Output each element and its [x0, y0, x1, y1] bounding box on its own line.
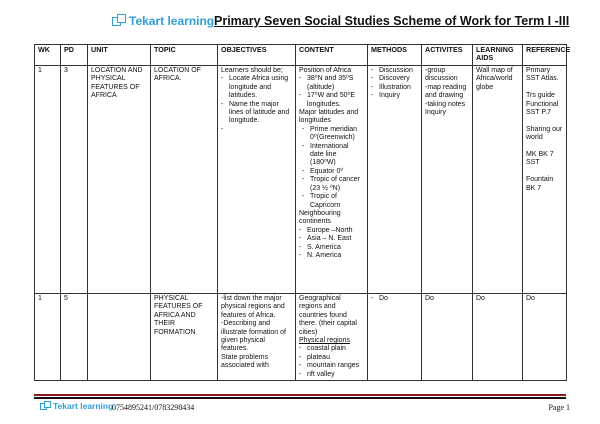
col-methods: METHODS — [368, 45, 422, 66]
list-item: - Name the major lines of latitude and longitude. — [221, 101, 292, 126]
table-row — [35, 66, 567, 294]
cell-topic: LOCATION OF AFRICA. — [151, 66, 218, 294]
list-item: - N. America — [299, 252, 364, 260]
cell-objectives — [218, 294, 296, 381]
cell-unit — [88, 294, 151, 381]
list-item: - Discussion — [371, 67, 418, 75]
cell-learning-aids: Wall map of Africa/world globe — [473, 66, 523, 294]
cell-learning-aids: Do — [473, 294, 523, 381]
list-item: - Discovery — [371, 75, 418, 83]
list-item: - Tropic of Capricorn — [299, 193, 364, 210]
activities-text: -group discussion -map reading and drawing -taking notes Inquiry — [425, 67, 467, 117]
col-unit: UNIT — [88, 45, 151, 66]
header-row — [35, 45, 567, 66]
document-title: Primary Seven Social Studies Scheme of Work for Term I -III — [214, 14, 570, 28]
footer-logo — [40, 401, 113, 411]
methods-list — [371, 295, 418, 303]
header-brand: Tekart learning — [129, 14, 215, 28]
list-item: - mountain ranges — [299, 362, 364, 370]
cell-topic: PHYSICAL FEATURES OF AFRICA AND THEIR FORMATION — [151, 294, 218, 381]
objectives-list — [221, 75, 292, 125]
cell-reference: Do — [523, 294, 567, 381]
cell-content — [296, 294, 368, 381]
list-item: - Europe –North — [299, 227, 364, 235]
list-item: - Asia – N. East — [299, 235, 364, 243]
content-intro: Geographical regions and countries found there. (their capital cities) — [299, 295, 357, 336]
cell-wk: 1 — [35, 294, 61, 381]
list-item: Primary SST Atlas. — [526, 67, 559, 83]
cell-objectives — [218, 66, 296, 294]
content-subheading: Major latitudes and longitudes — [299, 109, 359, 125]
col-activities: ACTIVITES — [422, 45, 473, 66]
list-item: - Illustration — [371, 84, 418, 92]
col-pd: PD — [61, 45, 88, 66]
list-item: - rift valley — [299, 371, 364, 379]
cell-activities: Do — [422, 294, 473, 381]
col-topic: TOPIC — [151, 45, 218, 66]
list-item: - coastal plain — [299, 345, 364, 353]
cell-methods — [368, 294, 422, 381]
cell-unit: LOCATION AND PHYSICAL FEATURES OF AFRICA — [88, 66, 151, 294]
reference-list — [526, 67, 563, 193]
col-wk: WK — [35, 45, 61, 66]
list-item: - S. America — [299, 244, 364, 252]
list-item: - 38⁰N and 35⁰S (altitude) — [299, 75, 364, 92]
header-logo — [112, 14, 214, 28]
neighbours-label: Neighbouring continents — [299, 209, 341, 226]
scheme-table — [34, 44, 571, 381]
col-learning-aids: LEARNING AIDS — [473, 45, 523, 66]
list-item: - Locate Africa using longitude and latitudes. — [221, 75, 292, 100]
col-reference: REFERENCE — [523, 45, 567, 66]
list-item: - 17⁰W and 50⁰E longitudes. — [299, 92, 364, 109]
list-item: - Equator 0⁰ — [299, 168, 364, 176]
content-position-list — [299, 75, 364, 109]
neighbours-list — [299, 227, 364, 261]
page-number: Page 1 — [548, 403, 570, 412]
list-item: MK BK 7 SST — [526, 151, 554, 167]
list-item: - Do — [371, 295, 418, 303]
col-objectives: OBJECTIVES — [218, 45, 296, 66]
list-item: - International date line (180⁰W) — [299, 143, 364, 168]
list-item: - Prime meridian 0⁰(Greenwich) — [299, 126, 364, 143]
cell-content — [296, 66, 368, 294]
table-row — [35, 294, 567, 381]
cell-methods — [368, 66, 422, 294]
cell-reference — [523, 66, 567, 294]
list-item: Fountain BK 7 — [526, 176, 554, 192]
list-item: - Tropic of cancer (23 ½ ⁰N) — [299, 176, 364, 193]
cell-pd: 5 — [61, 294, 88, 381]
list-item: - plateau — [299, 354, 364, 362]
footer-rule-black — [34, 397, 566, 399]
methods-list — [371, 67, 418, 101]
cell-activities — [422, 66, 473, 294]
logo-squares-icon — [40, 401, 50, 411]
cell-pd: 3 — [61, 66, 88, 294]
list-item: Sharing our world — [526, 125, 563, 142]
cell-wk: 1 — [35, 66, 61, 294]
col-content: CONTENT — [296, 45, 368, 66]
list-item: Trs guide Functional SST P.7 — [526, 92, 559, 117]
physical-regions-label: Physical regions — [299, 337, 350, 345]
objectives-text: -list down the major physical regions and features of Africa. -Describing and illustrate formation of given physical features. State problems associated with — [221, 295, 286, 370]
footer-rule-red — [34, 394, 566, 396]
list-item: - Inquiry — [371, 92, 418, 100]
physical-regions-list — [299, 345, 364, 379]
content-lines-list — [299, 126, 364, 210]
logo-squares-icon — [112, 14, 126, 28]
footer-phone: 0754895241/0783298434 — [112, 403, 195, 412]
footer-brand: Tekart learning — [53, 401, 114, 411]
content-heading: Position of Africa — [299, 67, 352, 74]
objectives-intro: Learners should be; — [221, 67, 283, 74]
